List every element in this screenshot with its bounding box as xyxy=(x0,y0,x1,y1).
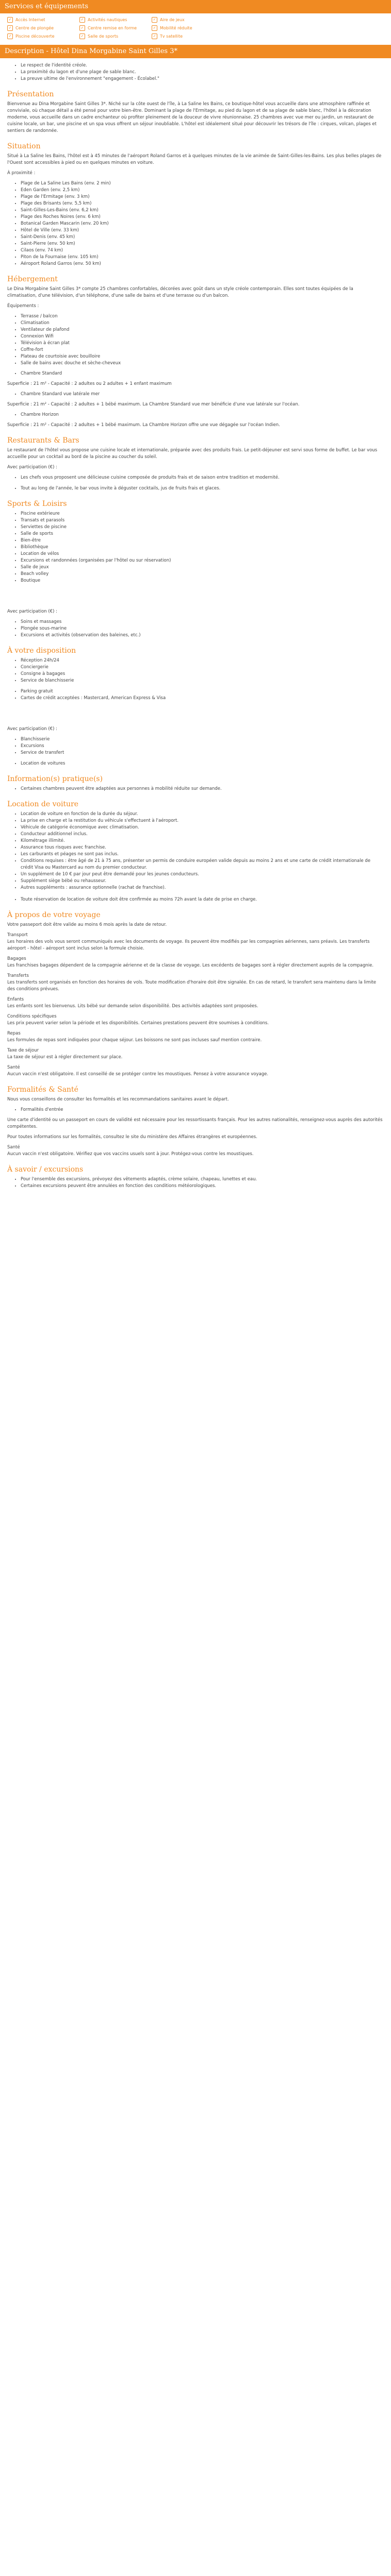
list-item: • Cartes de crédit acceptées : Mastercard, American Express & Visa xyxy=(21,695,384,702)
list-item: • Transats et parasols xyxy=(21,517,384,524)
check-icon: ✓ xyxy=(152,25,157,31)
paragraph: Votre passeport doit être valide au moins 6 mois après la date de retour. xyxy=(7,922,167,927)
label: Transport xyxy=(7,933,28,938)
list-item: • Certaines excursions peuvent être annulées en fonction des conditions météorologiques. xyxy=(21,1183,384,1190)
paragraph: Les transferts sont organisés en fonction des horaires de vols. Toute modification d'horaire doit être signalée. En cas de retard, le transfert sera maintenu dans la limite des conditions prévues. xyxy=(7,980,377,992)
room-desc: Superficie : 21 m² - Capacité : 2 adultes + 1 bébé maximum. La Chambre Standard vue mer bénéficie d'une vue latérale sur l'océan. xyxy=(7,402,300,407)
room-name: • Chambre Horizon xyxy=(21,412,384,418)
list-item: • Tout au long de l'année, le bar vous invite à déguster cocktails, jus de fruits frais et glaces. xyxy=(21,485,384,492)
section-title: À propos de votre voyage xyxy=(7,911,101,919)
list-item: • Coffre-fort xyxy=(21,347,384,353)
label: Enfants xyxy=(7,997,24,1002)
list-item: • Saint-Pierre (env. 50 km) xyxy=(21,241,384,247)
list-item: • La preuve ultime de l'environnement "engagement - Écolabel." xyxy=(21,76,384,82)
check-icon: ✓ xyxy=(79,33,85,39)
paragraph: Les enfants sont les bienvenus. Lits bébé sur demande selon disponibilité. Des activités adaptées sont proposées. xyxy=(7,1004,258,1009)
label: Santé xyxy=(7,1145,20,1150)
list-item: • Connexion Wifi xyxy=(21,333,384,340)
amenity-item xyxy=(152,33,224,40)
section-title: Hébergement xyxy=(7,275,58,283)
list-item: • Service de blanchisserie xyxy=(21,677,384,684)
section-title: À votre disposition xyxy=(7,647,76,655)
list-item: • Plongée sous-marine xyxy=(21,625,384,632)
amenity-label: Aire de jeux xyxy=(160,18,185,22)
amenity-item xyxy=(7,16,79,23)
amenity-item xyxy=(152,16,224,23)
dispo-list xyxy=(7,657,384,702)
amenity-label: Activités nautiques xyxy=(88,18,127,22)
paragraph: Les prix peuvent varier selon la période et les disponibilités. Certaines prestations peuvent être soumises à conditions. xyxy=(7,1021,269,1026)
paragraph: Aucun vaccin n'est obligatoire. Il est conseillé de se protéger contre les moustiques. Pensez à votre assurance voyage. xyxy=(7,1072,269,1077)
amenity-label: Centre de plongée xyxy=(15,26,54,30)
check-icon: ✓ xyxy=(7,25,13,31)
list-item: • Salle de jeux xyxy=(21,564,384,571)
list-item: • Conciergerie xyxy=(21,664,384,671)
dispo-paid-list xyxy=(7,736,384,767)
list-item: • Autres suppléments : assurance optionnelle (rachat de franchise). xyxy=(21,885,384,891)
list-item: • Bien-être xyxy=(21,537,384,544)
list-item: • Service de transfert xyxy=(21,750,384,756)
section-title: Sports & Loisirs xyxy=(7,500,67,508)
list-item: • Supplément siège bébé ou rehausseur. xyxy=(21,878,384,885)
amenity-label: Mobilité réduite xyxy=(160,26,192,30)
paragraph: Les formules de repas sont indiquées pour chaque séjour. Les boissons ne sont pas incluses sauf mention contraire. xyxy=(7,1038,262,1043)
label: Santé xyxy=(7,1065,20,1070)
list-item: • Ventilateur de plafond xyxy=(21,327,384,333)
list-item: • Botanical Garden Mascarin (env. 20 km) xyxy=(21,221,384,227)
list-item: • Réception 24h/24 xyxy=(21,657,384,664)
list-item: • Cilaos (env. 74 km) xyxy=(21,247,384,254)
list-item: • Consigne à bagages xyxy=(21,671,384,677)
label: À proximité : xyxy=(7,171,36,176)
amenity-item xyxy=(79,16,152,23)
amenity-label: Salle de sports xyxy=(88,34,119,39)
check-icon: ✓ xyxy=(152,33,157,39)
list-item: • Excursions xyxy=(21,743,384,750)
paragraph: Nous vous conseillons de consulter les formalités et les recommandations sanitaires avant le départ. xyxy=(7,1097,229,1102)
list-item: • Excursions et activités (observation des baleines, etc.) xyxy=(21,632,384,639)
list-item: • Kilométrage illimité. xyxy=(21,838,384,844)
paragraph: La taxe de séjour est à régler directement sur place. xyxy=(7,1055,123,1060)
amenity-item xyxy=(7,33,79,40)
list-item: • La proximité du lagon et d'une plage de sable blanc. xyxy=(21,69,384,76)
section-title: Information(s) pratique(s) xyxy=(7,775,103,783)
list-item: • Plage de l'Ermitage (env. 3 km) xyxy=(21,194,384,200)
list-item: • Piton de la Fournaise (env. 105 km) xyxy=(21,254,384,261)
room-type xyxy=(7,370,384,377)
label: Bagages xyxy=(7,956,26,961)
label: Conditions spécifiques xyxy=(7,1014,57,1019)
check-icon: ✓ xyxy=(79,25,85,31)
list-item: • Véhicule de catégorie économique avec climatisation. xyxy=(21,824,384,831)
label: Avec participation (€) : xyxy=(7,726,57,732)
section-title: Location de voiture xyxy=(7,800,79,808)
description-banner: Description - Hôtel Dina Morgabine Saint Gilles 3* xyxy=(0,45,391,58)
nearby-list xyxy=(7,180,384,267)
list-item: • Plateau de courtoisie avec bouilloire xyxy=(21,353,384,360)
section-title: Formalités & Santé xyxy=(7,1086,78,1094)
paragraph: Aucun vaccin n'est obligatoire. Vérifiez que vos vaccins usuels sont à jour. Protégez-vous contre les moustiques. xyxy=(7,1151,254,1157)
list-item: • Excursions et randonnées (organisées par l'hôtel ou sur réservation) xyxy=(21,557,384,564)
check-icon: ✓ xyxy=(79,17,85,23)
paragraph: Pour toutes informations sur les formalités, consultez le site du ministère des Affaires étrangères et européennes. xyxy=(7,1134,257,1140)
room-type xyxy=(7,412,384,418)
list-item: • Eden Garden (env. 2,5 km) xyxy=(21,187,384,194)
list-item: • Hôtel de Ville (env. 33 km) xyxy=(21,227,384,234)
list-item: • Plage des Roches Noires (env. 6 km) xyxy=(21,214,384,221)
formalites-list xyxy=(7,1107,384,1113)
list-item: • Blanchisserie xyxy=(21,736,384,743)
services-banner: Services et équipements xyxy=(0,0,391,13)
room-name: • Chambre Standard vue latérale mer xyxy=(21,391,384,398)
list-item: • Plage de La Saline Les Bains (env. 2 min) xyxy=(21,180,384,187)
list-item: • Location de vélos xyxy=(21,551,384,557)
paragraph: Les horaires des vols vous seront communiqués avec les documents de voyage. Ils peuvent être modifiés par les compagnies aériennes, sans préavis. Les transferts aéroport - hôtel - aéroport sont inclus selon la formule choisie. xyxy=(7,939,370,951)
label: Repas xyxy=(7,1031,21,1036)
list-item: • Les chefs vous proposent une délicieuse cuisine composée de produits frais et de saison entre tradition et modernité. xyxy=(21,474,384,481)
check-icon: ✓ xyxy=(152,17,157,23)
list-item: • Location de voiture en fonction de la durée du séjour. xyxy=(21,811,384,818)
room-name: • Chambre Standard xyxy=(21,370,384,377)
check-icon: ✓ xyxy=(7,33,13,39)
list-item: • Télévision à écran plat xyxy=(21,340,384,347)
list-item: • Boutique xyxy=(21,578,384,584)
amenity-item xyxy=(7,25,79,31)
list-item: • Toute réservation de location de voiture doit être confirmée au moins 72h avant la date de prise en charge. xyxy=(21,896,384,903)
paragraph: Bienvenue au Dina Morgabine Saint Gilles 3*. Niché sur la côte ouest de l'île, à La Saline les Bains, ce boutique-hôtel vous accueille dans une atmosphère raffinée et conviviale, où chaque détail a été pensé pour votre bien-être. Dominant la plage de l'Ermitage, au pied du lagon et de sa plage de sable blanc, l'hôtel à la décoration moderne, vous accueille dans un cadre enchanteur où profiter pleinement de la douceur de vivre réunionnaise. 25 chambres avec vue mer ou jardin, un restaurant de cuisine locale, un bar, une piscine et un spa vous offrent un séjour inoubliable. L'hôtel est idéalement situé pour découvrir les trésors de l'île : cirques, volcan, plages et sentiers de randonnée. xyxy=(7,101,377,133)
amenity-label: Centre remise en forme xyxy=(88,26,137,30)
room-desc: Superficie : 21 m² - Capacité : 2 adultes + 1 bébé maximum. La Chambre Horizon offre une vue dégagée sur l'océan Indien. xyxy=(7,422,280,428)
infos-list xyxy=(7,786,384,792)
equipment-list xyxy=(7,313,384,367)
amenity-label: Accès Internet xyxy=(15,18,45,22)
list-item: • Saint-Gilles-Les-Bains (env. 6,2 km) xyxy=(21,207,384,214)
label: Taxe de séjour xyxy=(7,1048,39,1053)
list-item: • Parking gratuit xyxy=(21,688,384,695)
list-item: • Climatisation xyxy=(21,320,384,327)
paragraph: Le Dina Morgabine Saint Gilles 3* compte 25 chambres confortables, décorées avec goût dans un style créole contemporain. Elles sont toutes équipées de la climatisation, d'une télévision, d'un téléphone, d'une salle de bains et d'une terrasse ou d'un balcon. xyxy=(7,286,353,298)
list-item: • Salle de sports xyxy=(21,531,384,537)
list-item: • Conducteur additionnel inclus. xyxy=(21,831,384,838)
paragraph: Les franchises bagages dépendent de la compagnie aérienne et de la classe de voyage. Les excédents de bagages sont à régler directement auprès de la compagnie. xyxy=(7,963,374,968)
list-item: • Bibliothèque xyxy=(21,544,384,551)
location-list xyxy=(7,811,384,903)
room-type xyxy=(7,391,384,398)
amenity-item xyxy=(79,25,152,31)
room-desc: Superficie : 21 m² - Capacité : 2 adultes ou 2 adultes + 1 enfant maximum xyxy=(7,381,172,386)
paragraph: Une carte d'identité ou un passeport en cours de validité est nécessaire pour les ressortissants français. Pour les autres nationalités, renseignez-vous auprès des autorités compétentes. xyxy=(7,1117,383,1129)
intro-list xyxy=(7,62,384,82)
list-item: • Aéroport Roland Garros (env. 50 km) xyxy=(21,261,384,267)
label: Avec participation (€) : xyxy=(7,465,57,470)
list-item: • Un supplément de 10 € par jour peut être demandé pour les jeunes conducteurs. xyxy=(21,871,384,878)
list-item: • Plage des Brisants (env. 5,5 km) xyxy=(21,200,384,207)
paragraph: Le restaurant de l'hôtel vous propose une cuisine locale et internationale, préparée avec des produits frais. Le petit-déjeuner est servi sous forme de buffet. Le bar vous accueille pour un cocktail au bord de la piscine au coucher du soleil. xyxy=(7,448,378,460)
label: Transferts xyxy=(7,973,29,978)
list-item: • Beach volley xyxy=(21,571,384,578)
list-item: • Assurance tous risques avec franchise. xyxy=(21,844,384,851)
list-item: • La prise en charge et la restitution du véhicule s'effectuent à l'aéroport. xyxy=(21,818,384,824)
list-item: • Les carburants et péages ne sont pas inclus. xyxy=(21,851,384,858)
list-item: • Salle de bains avec douche et sèche-cheveux xyxy=(21,360,384,367)
label: Avec participation (€) : xyxy=(7,609,57,614)
section-title: Restaurants & Bars xyxy=(7,436,79,445)
label: Équipements : xyxy=(7,303,39,309)
amenity-item xyxy=(79,33,152,40)
sports-list xyxy=(7,511,384,584)
list-item: • Serviettes de piscine xyxy=(21,524,384,531)
list-item: • Soins et massages xyxy=(21,619,384,625)
section-title: À savoir / excursions xyxy=(7,1165,84,1174)
list-item: • Formalités d'entrée xyxy=(21,1107,384,1113)
list-item: • Certaines chambres peuvent être adaptées aux personnes à mobilité réduite sur demande. xyxy=(21,786,384,792)
paragraph: Situé à La Saline les Bains, l'hôtel est à 45 minutes de l'aéroport Roland Garros et à quelques minutes de la vie animée de Saint-Gilles-les-Bains. Les plus belles plages de l'Ouest sont accessibles à pied ou en quelques minutes en voiture. xyxy=(7,154,382,165)
amenity-label: Piscine découverte xyxy=(15,34,55,39)
restaurant-list xyxy=(7,474,384,492)
section-title: Présentation xyxy=(7,90,54,98)
list-item: • Le respect de l'identité créole. xyxy=(21,62,384,69)
list-item: • Saint-Denis (env. 45 km) xyxy=(21,234,384,241)
savoir-list xyxy=(7,1176,384,1190)
amenity-item xyxy=(152,25,224,31)
list-item: • Location de voitures xyxy=(21,760,384,767)
section-title: Situation xyxy=(7,142,41,150)
amenities-grid xyxy=(0,13,391,45)
check-icon: ✓ xyxy=(7,17,13,23)
list-item: • Terrasse / balcon xyxy=(21,313,384,320)
list-item: • Pour l'ensemble des excursions, prévoyez des vêtements adaptés, crème solaire, chapeau, lunettes et eau. xyxy=(21,1176,384,1183)
amenity-label: Tv satellite xyxy=(160,34,183,39)
list-item: • Piscine extérieure xyxy=(21,511,384,517)
sports-paid-list xyxy=(7,619,384,639)
list-item: • Conditions requises : être âgé de 21 à 75 ans, présenter un permis de conduire européen valide depuis au moins 2 ans et une carte de crédit internationale de crédit Visa ou Mastercard au nom du premier conducteur. xyxy=(21,858,384,871)
